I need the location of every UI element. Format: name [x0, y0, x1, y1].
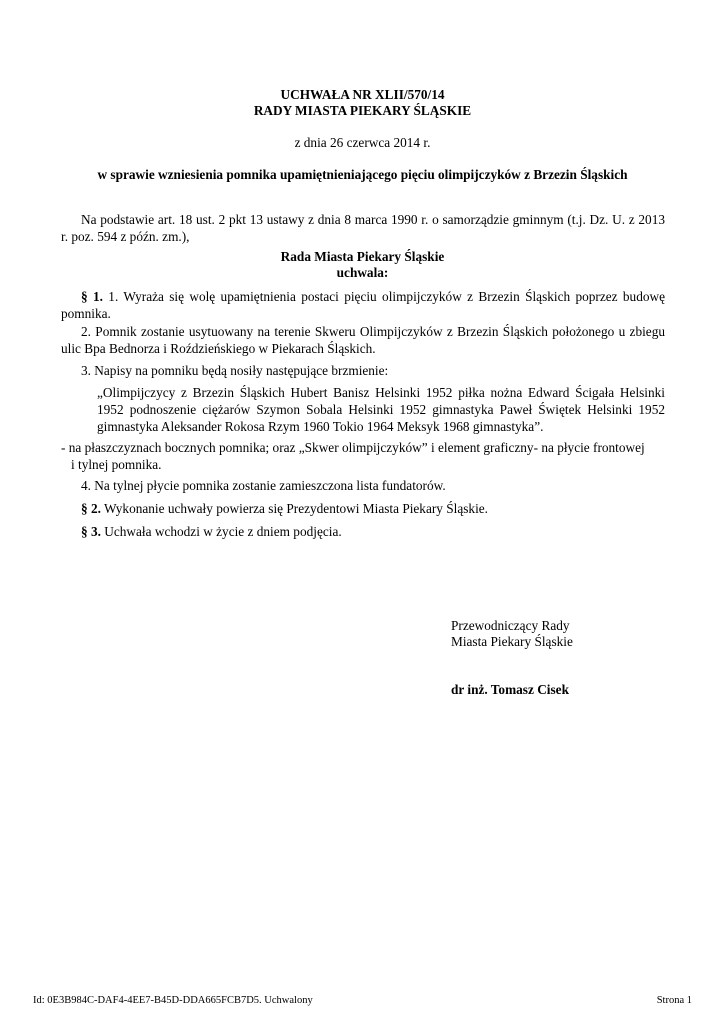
legal-basis-paragraph: Na podstawie art. 18 ust. 2 pkt 13 ustawy z dnia 8 marca 1990 r. o samorządzie gminnym (t.j. Dz. U. z 2013 r. poz. 594 z późn. zm.),	[61, 212, 665, 244]
resolution-subject: w sprawie wzniesienia pomnika upamiętnieniającego pięciu olimpijczyków z Brzezin Śląskich	[97, 167, 628, 182]
resolves-heading: uchwala:	[336, 265, 389, 280]
section-2-text: Wykonanie uchwały powierza się Prezydentowi Miasta Piekary Śląskie.	[100, 501, 488, 516]
section-1-text: 1. Wyraża się wolę upamiętnienia postaci pięciu olimpijczyków z Brzezin Śląskich poprzez budowę pomnika.	[61, 289, 665, 321]
resolution-date: z dnia 26 czerwca 2014 r.	[294, 135, 431, 150]
point-4-paragraph: 4. Na tylnej płycie pomnika zostanie zamieszczona lista fundatorów.	[81, 478, 446, 493]
section-3-label: § 3.	[81, 524, 101, 539]
point-3-paragraph: 3. Napisy na pomniku będą nosiły następujące brzmienie:	[81, 363, 389, 378]
inscription-quote: „Olimpijczycy z Brzezin Śląskich Hubert Banisz Helsinki 1952 piłka nożna Edward Ścigała Helsinki 1952 podnoszenie ciężarów Szymon Sobala Helsinki 1952 gimnastyka Paweł Świętek Helsinki 1952 gimnastyka Aleksander Rokosa Rzym 1960 Tokio 1964 Meksyk 1968 gimnastyka”.	[97, 385, 665, 434]
side-panels-paragraph	[61, 439, 665, 473]
council-name-heading: RADY MIASTA PIEKARY ŚLĄSKIE	[253, 103, 472, 118]
section-2-paragraph	[61, 500, 665, 517]
section-2-label: § 2.	[81, 501, 101, 516]
signatory-role-line-1: Przewodniczący Rady	[451, 618, 570, 633]
page-number-footer: Strona 1	[656, 995, 692, 1006]
section-3-paragraph	[61, 523, 665, 540]
section-1-label: § 1.	[81, 289, 103, 304]
point-2-paragraph: 2. Pomnik zostanie usytuowany na terenie Skweru Olimpijczyków z Brzezin Śląskich położonego u zbiegu ulic Bpa Bednorza i Roździeńskiego w Piekarach Śląskich.	[61, 324, 665, 356]
section-3-text: Uchwała wchodzi w życie z dniem podjęcia.	[100, 524, 342, 539]
council-heading: Rada Miasta Piekary Śląskie	[280, 249, 445, 264]
section-1-paragraph	[61, 288, 665, 322]
signatory-role-line-2: Miasta Piekary Śląskie	[451, 634, 573, 649]
side-panels-line-2: i tylnej pomnika.	[71, 457, 162, 472]
document-id-footer: Id: 0E3B984C-DAF4-4EE7-B45D-DDA665FCB7D5. Uchwalony	[33, 995, 313, 1006]
resolution-number: UCHWAŁA NR XLII/570/14	[280, 87, 445, 102]
side-panels-line-1: - na płaszczyznach bocznych pomnika; oraz „Skwer olimpijczyków” i element graficzny- na płycie frontowej	[61, 440, 645, 455]
signatory-name: dr inż. Tomasz Cisek	[451, 682, 569, 697]
